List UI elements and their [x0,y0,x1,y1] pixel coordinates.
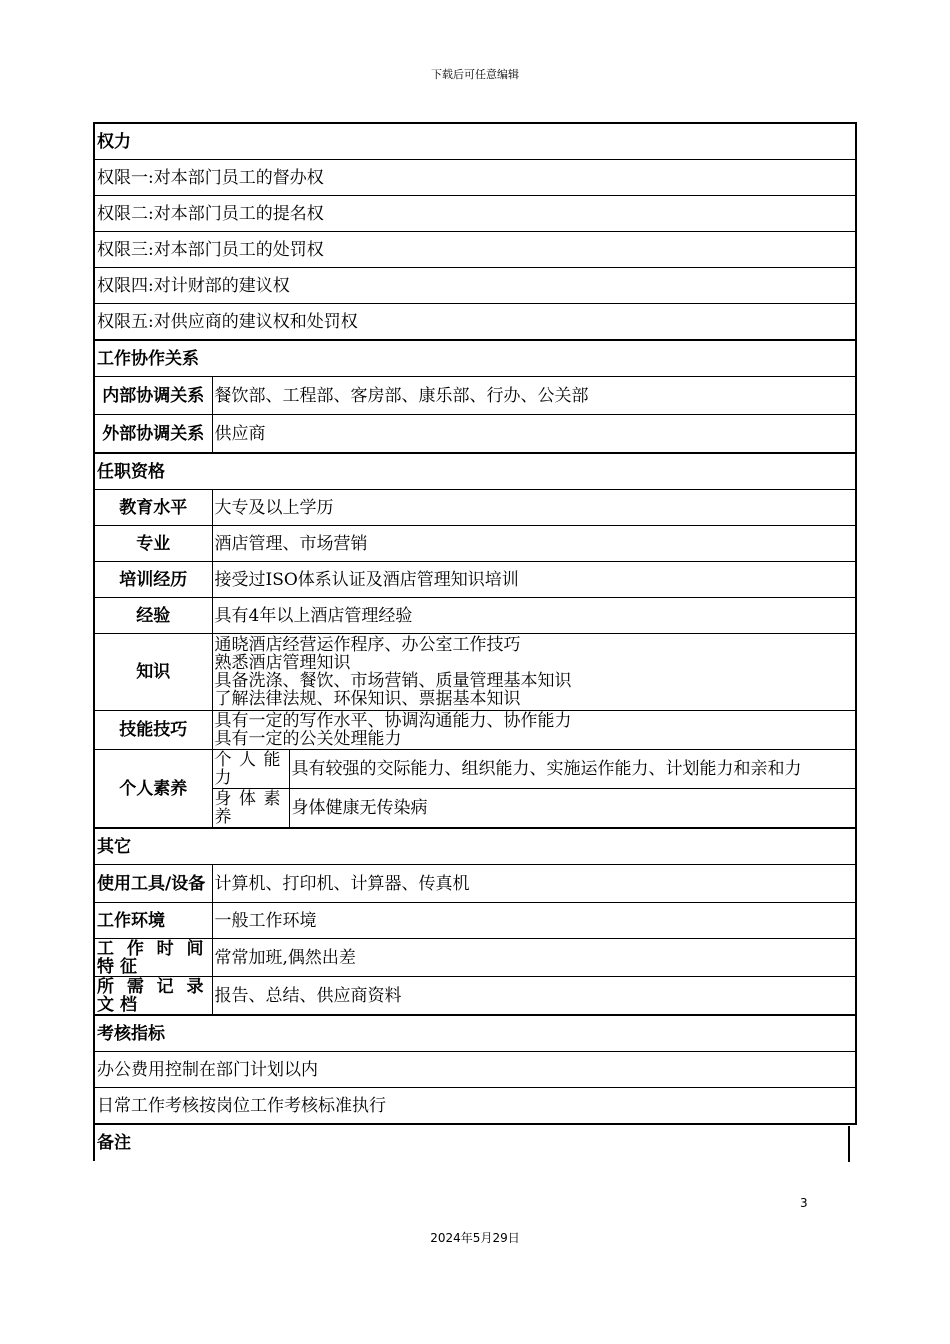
sub-label: 个人能力 [212,750,289,789]
education-row [94,490,856,526]
power-item: 权限三:对本部门员工的处罚权 [94,232,856,268]
section-remarks-header [94,1124,856,1161]
power-row [94,304,856,341]
power-item: 权限一:对本部门员工的督办权 [94,160,856,196]
power-row [94,232,856,268]
tools-row [94,865,856,903]
power-row [94,160,856,196]
section-other-header [94,828,856,865]
section-title: 权力 [94,123,856,160]
row-label: 技能技巧 [94,711,212,750]
row-value: 常常加班,偶然出差 [212,939,856,977]
knowledge-line: 具备洗涤、餐饮、市场营销、质量管理基本知识 [214,671,572,691]
knowledge-line: 了解法律法规、环保知识、票据基本知识 [214,689,521,709]
documents-row [94,977,856,1016]
environment-row [94,903,856,939]
remarks-right-border [848,1126,850,1162]
power-item: 权限二:对本部门员工的提名权 [94,196,856,232]
power-item: 权限四:对计财部的建议权 [94,268,856,304]
row-label: 经验 [94,598,212,634]
row-value: 餐饮部、工程部、客房部、康乐部、行办、公关部 [212,377,856,415]
row-label: 内部协调关系 [94,377,212,415]
row-value: 大专及以上学历 [212,490,856,526]
row-label: 知识 [94,634,212,711]
power-row [94,196,856,232]
section-title: 任职资格 [94,453,856,490]
work-time-row [94,939,856,977]
row-label: 专业 [94,526,212,562]
knowledge-row [94,634,856,711]
section-qualification-header [94,453,856,490]
skills-row [94,711,856,750]
power-item: 权限五:对供应商的建议权和处罚权 [94,304,856,341]
row-label: 工作环境 [94,903,212,939]
section-cooperation-header [94,340,856,377]
sub-label: 身体素养 [212,789,289,829]
page-number: 3 [800,1196,808,1210]
kpi-item: 日常工作考核按岗位工作考核标准执行 [94,1088,856,1125]
row-value: 具有较强的交际能力、组织能力、实施运作能力、计划能力和亲和力 [289,750,856,789]
skills-line: 具有一定的公关处理能力 [214,729,402,749]
row-value: 报告、总结、供应商资料 [212,977,856,1016]
row-value [212,711,856,750]
section-title: 考核指标 [94,1015,856,1052]
power-row [94,268,856,304]
row-value: 具有4年以上酒店管理经验 [212,598,856,634]
skills-line: 具有一定的写作水平、协调沟通能力、协作能力 [214,711,572,731]
kpi-item: 办公费用控制在部门计划以内 [94,1052,856,1088]
internal-coordination-row [94,377,856,415]
row-label: 外部协调关系 [94,415,212,454]
row-value: 接受过ISO体系认证及酒店管理知识培训 [212,562,856,598]
section-power-header [94,123,856,160]
kpi-row [94,1088,856,1125]
row-value: 一般工作环境 [212,903,856,939]
knowledge-line: 熟悉酒店管理知识 [214,653,351,673]
page-header: 下载后可任意编辑 [431,68,519,81]
row-value: 酒店管理、市场营销 [212,526,856,562]
section-kpi-header [94,1015,856,1052]
row-value: 身体健康无传染病 [289,789,856,829]
major-row [94,526,856,562]
row-value [212,634,856,711]
knowledge-line: 通晓酒店经营运作程序、办公室工作技巧 [214,635,521,655]
kpi-row [94,1052,856,1088]
section-title: 其它 [94,828,856,865]
row-label: 培训经历 [94,562,212,598]
section-title: 工作协作关系 [94,340,856,377]
footer-date: 2024年5月29日 [430,1231,520,1245]
personal-ability-row [94,750,856,789]
external-coordination-row [94,415,856,454]
row-label: 所需记录文档 [94,977,212,1016]
job-description-table [93,122,857,1161]
row-label: 使用工具/设备 [94,865,212,903]
row-label: 工作时间特征 [94,939,212,977]
training-row [94,562,856,598]
experience-row [94,598,856,634]
row-label: 个人素养 [94,750,212,829]
row-label: 教育水平 [94,490,212,526]
section-title: 备注 [94,1124,856,1161]
row-value: 计算机、打印机、计算器、传真机 [212,865,856,903]
row-value: 供应商 [212,415,856,454]
